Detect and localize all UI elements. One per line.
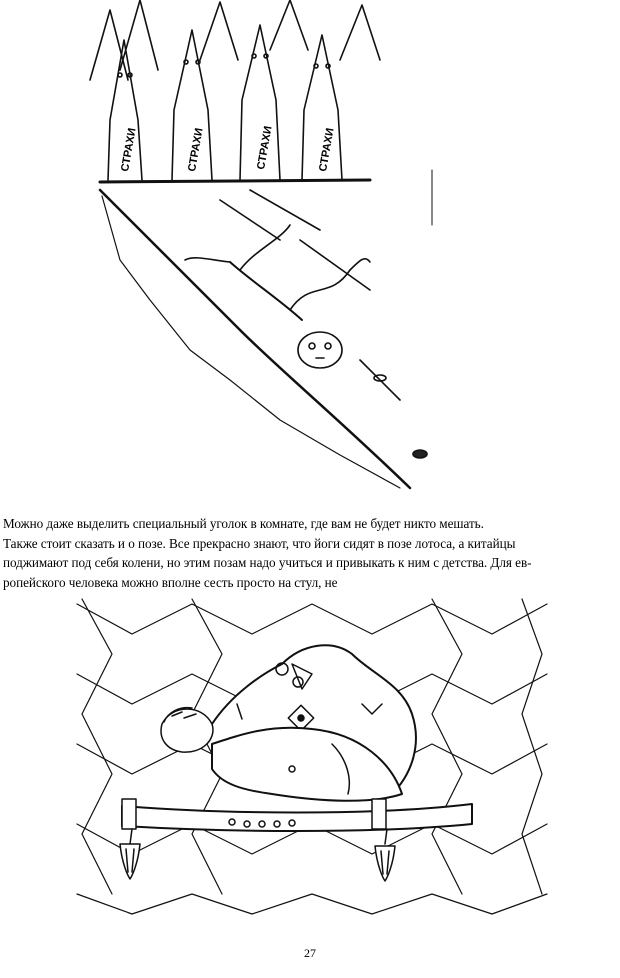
fears-illustration bbox=[80, 0, 450, 492]
page-number: 27 bbox=[304, 946, 316, 960]
body-paragraph bbox=[3, 514, 615, 592]
couch-seat bbox=[122, 804, 472, 831]
paragraph-line: поджимают под себя колени, но этим позам надо учиться и привыкать к ним с детства. Для ев- bbox=[3, 555, 532, 571]
fear-label-3: СТРАХИ bbox=[255, 125, 275, 171]
couch-leg-left bbox=[130, 829, 132, 844]
fear-label-1: СТРАХИ bbox=[119, 127, 139, 173]
paragraph-line: ропейского человека можно вполне сесть просто на стул, не bbox=[3, 574, 338, 590]
couch-illustration bbox=[72, 594, 552, 916]
fear-label-4: СТРАХИ bbox=[317, 127, 337, 173]
paragraph-line: Также стоит сказать и о позе. Все прекрасно знают, что йоги сидят в позе лотоса, а китайцы bbox=[3, 535, 516, 551]
fear-label-2: СТРАХИ bbox=[186, 127, 206, 173]
paragraph-line: Можно даже выделить специальный уголок в комнате, где вам не будет никто мешать. bbox=[3, 516, 484, 531]
couch-leg-right bbox=[385, 829, 387, 844]
